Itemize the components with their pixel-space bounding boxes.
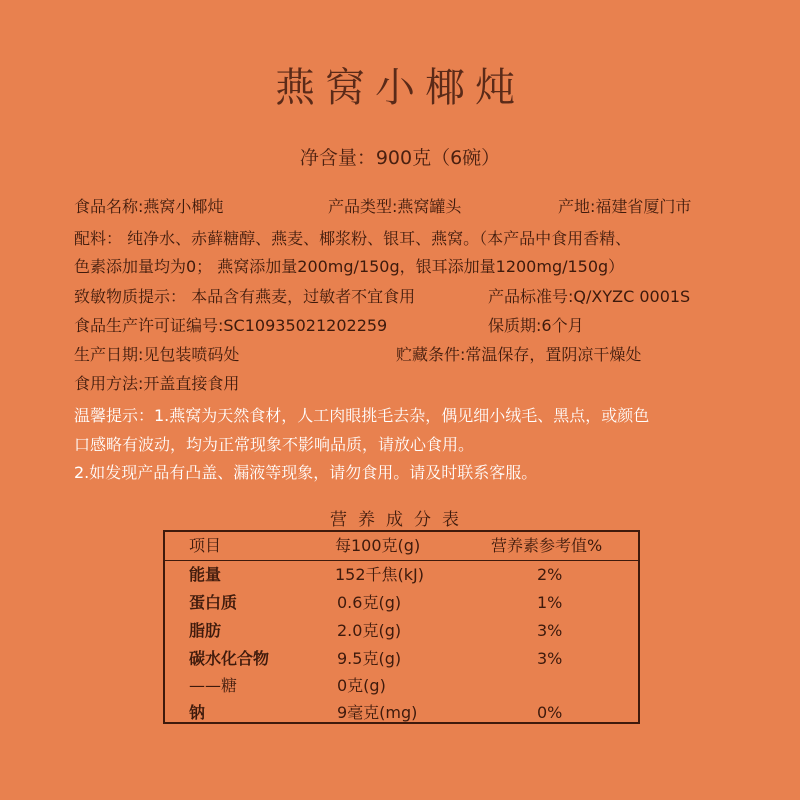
row-name: 碳水化合物 <box>189 649 270 668</box>
row-name: 钠 <box>189 703 206 722</box>
ingredients-line-1: 配料： 纯净水、赤藓糖醇、燕麦、椰浆粉、银耳、燕窝。（本产品中食用香精、 <box>74 229 632 248</box>
food-name: 食品名称:燕窝小椰炖 <box>74 197 224 216</box>
nutrition-table <box>163 530 640 724</box>
usage-method: 食用方法:开盖直接食用 <box>74 374 240 393</box>
header-per-100g: 每100克(g) <box>335 536 421 555</box>
info-row-allergen <box>74 286 691 308</box>
tip-line-1: 温馨提示：1.燕窝为天然食材，人工肉眼挑毛去杂，偶见细小绒毛、黑点，或颜色 <box>74 406 650 425</box>
ingredients-line-2: 色素添加量均为0； 燕窝添加量200mg/150g，银耳添加量1200mg/150g） <box>74 257 625 276</box>
row-nrv: 3% <box>537 621 563 640</box>
production-date: 生产日期:见包装喷码处 <box>74 345 240 364</box>
allergen: 致敏物质提示： 本品含有燕麦，过敏者不宜食用 <box>74 287 416 306</box>
info-row-1 <box>74 196 692 218</box>
product-standard: 产品标准号:Q/XYZC 0001S <box>488 287 691 306</box>
header-nrv: 营养素参考值% <box>491 536 603 555</box>
row-name: ——糖 <box>189 676 238 695</box>
shelf-life: 保质期:6个月 <box>488 316 584 335</box>
nutrition-table-title: 营养成分表 <box>330 510 470 530</box>
tip-line-3: 2.如发现产品有凸盖、漏液等现象，请勿食用。请及时联系客服。 <box>74 463 538 482</box>
info-row-license <box>74 315 584 337</box>
row-value: 9毫克(mg) <box>337 703 418 722</box>
product-type: 产品类型:燕窝罐头 <box>328 197 462 216</box>
row-nrv: 0% <box>537 703 563 722</box>
page-title: 燕窝小椰炖 <box>275 65 525 111</box>
license-number: 食品生产许可证编号:SC10935021202259 <box>74 316 388 335</box>
header-item: 项目 <box>189 536 222 555</box>
storage-conditions: 贮藏条件:常温保存，置阴凉干燥处 <box>396 345 642 364</box>
row-nrv: 1% <box>537 593 563 612</box>
row-value: 0.6克(g) <box>337 593 402 612</box>
row-nrv: 2% <box>537 565 563 584</box>
row-value: 2.0克(g) <box>337 621 402 640</box>
net-content: 净含量：900克（6碗） <box>299 147 501 169</box>
nutrition-table-header <box>165 532 638 561</box>
row-value: 152千焦(kJ) <box>335 565 425 584</box>
info-row-production <box>74 344 642 366</box>
row-name: 蛋白质 <box>189 593 238 612</box>
origin: 产地:福建省厦门市 <box>558 197 692 216</box>
row-value: 9.5克(g) <box>337 649 402 668</box>
tip-line-2: 口感略有波动，均为正常现象不影响品质，请放心食用。 <box>74 435 475 454</box>
row-nrv: 3% <box>537 649 563 668</box>
row-name: 脂肪 <box>189 621 222 640</box>
row-value: 0克(g) <box>337 676 386 695</box>
row-name: 能量 <box>189 565 222 584</box>
